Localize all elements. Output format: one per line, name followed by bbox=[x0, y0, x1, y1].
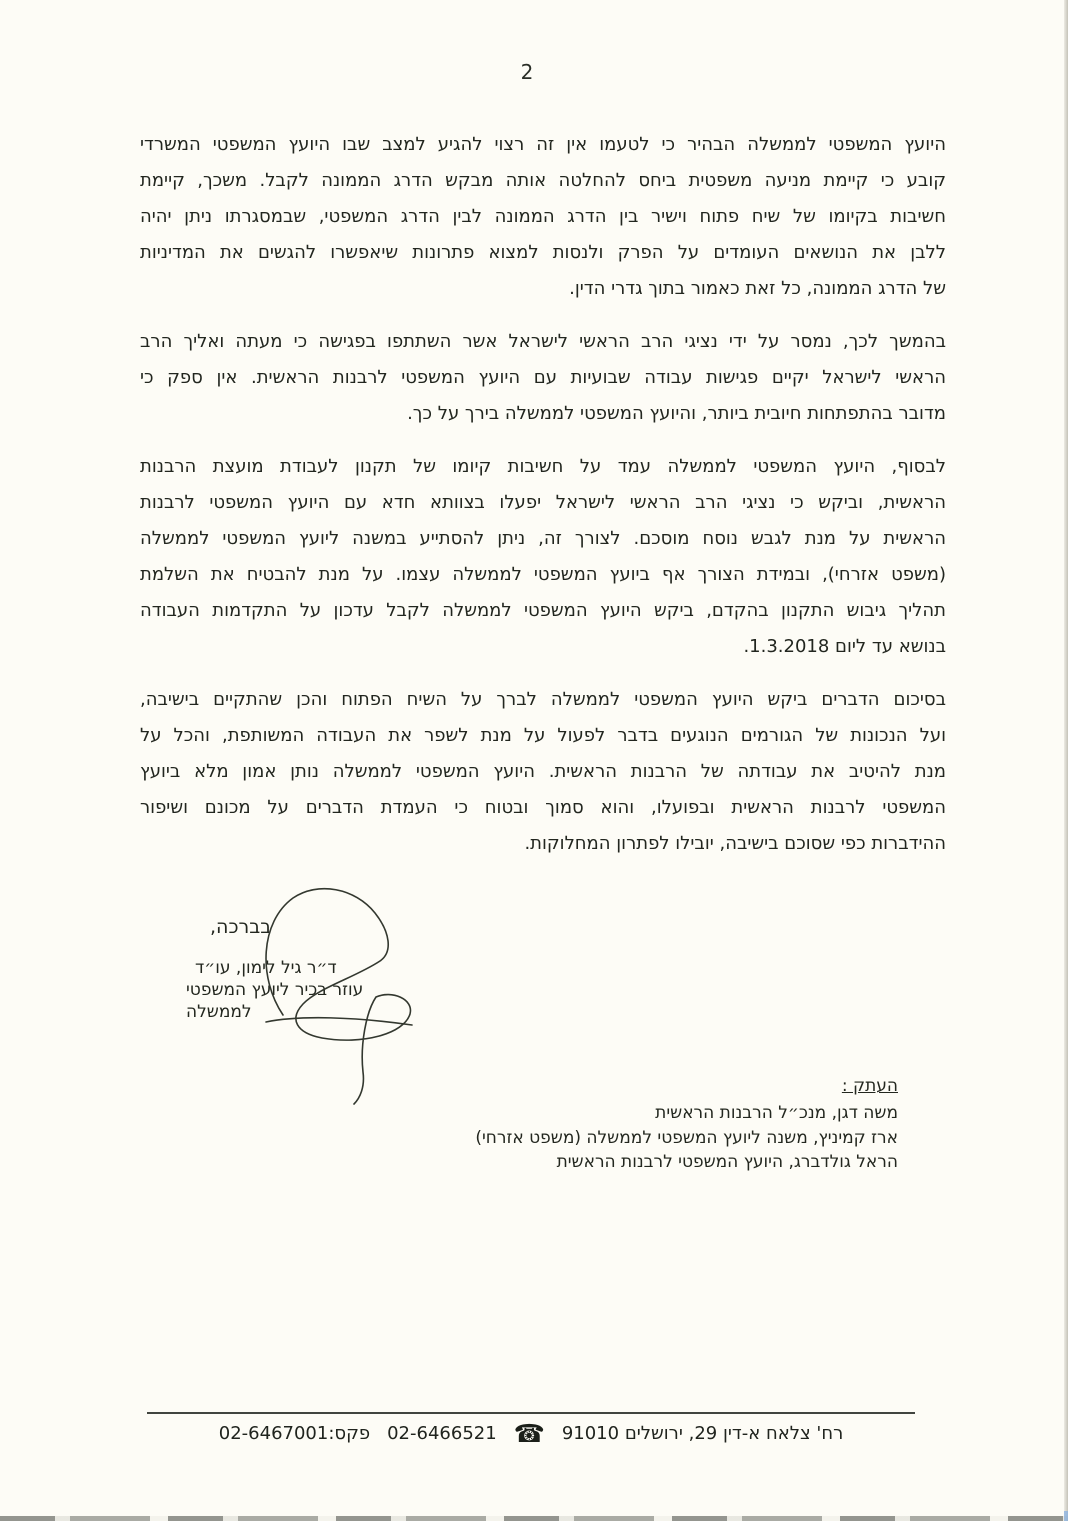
copy-recipient: משה דגן, מנכ״ל הרבנות הראשית bbox=[655, 1103, 898, 1123]
copies-section bbox=[475, 1074, 898, 1175]
footer-divider bbox=[147, 1412, 915, 1414]
telephone-icon: ☎ bbox=[513, 1418, 545, 1448]
paragraph-line: תהליך גיבוש התקנון בהקדם, ביקש היועץ המשפטי לממשלה לקבל עדכון על התקדמות העבודה bbox=[140, 600, 946, 621]
paragraph-line: לבסוף, היועץ המשפטי לממשלה עמד על חשיבות קיומו של תקנון לעבודת מועצת הרבנות bbox=[140, 456, 946, 477]
paragraph-line: קובע כי קיימת מניעה משפטית ביחס להחלטה אותה מבקש הדרג הממונה לקבל. משכך, קיימת bbox=[140, 170, 946, 191]
paragraph-line: הראשי לישראל יקיים פגישות עבודה שבועיות עם היועץ המשפטי לרבנות הראשית. אין ספק כי bbox=[140, 367, 946, 388]
paragraph-line: מדובר בהתפתחות חיובית ביותר, והיועץ המשפטי לממשלה בירך על כך. bbox=[407, 403, 946, 424]
signature-block bbox=[168, 914, 420, 1023]
paragraph-line: ההידברות כפי שסוכם בישיבה, יובילו לפתרון המחלוקות. bbox=[524, 833, 946, 854]
paragraph bbox=[140, 127, 946, 307]
copy-recipient: הראל גולדברג, היועץ המשפטי לרבנות הראשית bbox=[556, 1152, 898, 1172]
paragraph-line: בנושא עד ליום 1.3.2018. bbox=[743, 636, 946, 657]
paragraph-line: ללבן את הנושאים העומדים על הפרק ולנסות למצוא פתרונות שיאפשרו להגשים את המדיניות bbox=[140, 242, 946, 263]
footer-phone-number: 02-6466521 bbox=[387, 1423, 497, 1444]
footer-address: רח' צלאח א-דין 29, ירושלים 91010 bbox=[561, 1423, 844, 1444]
page-footer bbox=[0, 1420, 1062, 1448]
footer-fax bbox=[219, 1420, 370, 1448]
footer-fax-number: 02-6467001 bbox=[218, 1423, 329, 1444]
paragraph-line: (משפט אזרחי), ובמידת הצורך אף ביועץ המשפטי לממשלה עצמו. על מנת להבטיח את השלמת bbox=[140, 564, 946, 585]
paragraph-line: בסיכום הדברים ביקש היועץ המשפטי לממשלה לברך על השיח הפתוח והכן שהתקיים בישיבה, bbox=[140, 689, 946, 710]
paragraph-line: חשיבות בקיומו של שיח פתוח וישיר בין הדרג הממונה לבין הדרג המשפטי, שבמסגרתו ניתן יהיה bbox=[140, 206, 946, 227]
paragraph-line: הראשית על מנת לגבש נוסח מוסכם. לצורך זה, ניתן להסתייע במשנה ליועץ המשפטי לממשלה bbox=[140, 528, 946, 549]
paragraph-line: בהמשך לכך, נמסר על ידי נציגי הרב הראשי לישראל אשר השתתפו בפגישה כי מעתה ואליך הרב bbox=[140, 331, 946, 352]
copy-recipient: ארז קמיניץ, משנה ליועץ המשפטי לממשלה (משפט אזרחי) bbox=[475, 1127, 898, 1148]
paragraph-line: של הדרג הממונה, כל זאת כאמור בתוך גדרי הדין. bbox=[569, 278, 946, 299]
copies-list bbox=[475, 1101, 898, 1175]
scan-artifact-right-edge bbox=[1064, 0, 1068, 1521]
paragraph-line: הראשית, וביקש כי נציגי הרב הראשי לישראל יפעלו בצוותא חדא עם היועץ המשפטי לרבנות bbox=[140, 492, 946, 513]
scan-artifact-corner bbox=[1064, 1511, 1068, 1521]
scan-artifact-bottom-edge bbox=[0, 1516, 1068, 1521]
footer-fax-label: פקס: bbox=[328, 1423, 371, 1444]
copies-heading: העתק : bbox=[841, 1076, 898, 1096]
page-number: 2 bbox=[520, 60, 534, 84]
signature-closing: בברכה, bbox=[210, 916, 272, 938]
signatory-title: עוזר בכיר ליועץ המשפטי לממשלה bbox=[186, 980, 364, 1022]
signatory-name: ד״ר גיל לימון, עו״ד bbox=[195, 958, 337, 978]
paragraph-line: מנת להיטיב את עבודתה של הרבנות הראשית. היועץ המשפטי לממשלה נותן אמון מלא ביועץ bbox=[140, 761, 946, 782]
paragraph-line: ועל הנכונות של הגורמים הנוגעים בדבר לפעול על מנת לשפר את העבודה המשותפת, והכל על bbox=[140, 725, 946, 746]
paragraph-line: המשפטי לרבנות הראשית ובפועלו, והוא סמוך ובטוח כי העמדת הדברים על מכונם ושיפור bbox=[140, 797, 946, 818]
paragraph bbox=[140, 324, 946, 432]
paragraph bbox=[140, 449, 946, 665]
paragraph-line: היועץ המשפטי לממשלה הבהיר כי לטעמו אין זה רצוי להגיע למצב שבו היועץ המשפטי המשרדי bbox=[140, 134, 946, 155]
letter-body bbox=[140, 127, 946, 879]
paragraph bbox=[140, 682, 946, 862]
